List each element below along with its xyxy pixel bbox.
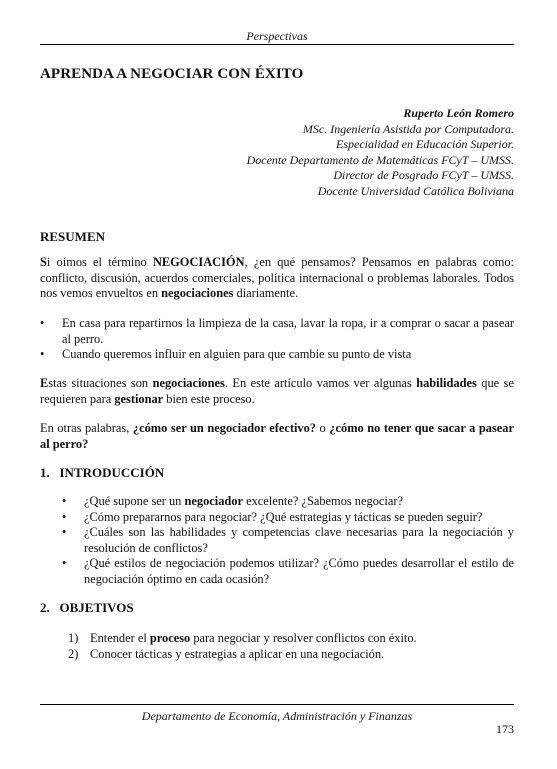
term-negociaciones: negociaciones [161,286,234,300]
question-item: • ¿Qué supone ser un negociador excelente? ¿Sabemos negociar? [62,494,514,510]
author-credential: Docente Departamento de Matemáticas FCyT – UMSS. [246,152,514,167]
term-negociacion: NEGOCIACIÓN [152,255,245,269]
resumen-intro-paragraph: Si oímos el término NEGOCIACIÓN, ¿en qué pensamos? Pensamos en palabras como: conflicto, discusión, acuerdos comerciales, política internacional o problemas laborales. Todos nos vemos envueltos en negociaciones diariamente. [40,255,515,300]
footer-department: Departamento de Economía, Administración y Finanzas [141,709,413,723]
author-credential: Docente Universidad Católica Boliviana [317,183,514,198]
author-credential: MSc. Ingeniería Asistida por Computadora. [302,121,514,136]
introduccion-heading: 1. INTRODUCCIÓN [40,465,165,480]
author-credential: Especialidad en Educación Superior. [336,137,514,151]
bullet-item: • En casa para repartirnos la limpieza de la casa, lavar la ropa, ir a comprar o sacar a pasear al perro. [40,316,514,347]
page-number: 173 [496,722,514,736]
footer-rule [40,704,514,705]
author-name: Ruperto León Romero [403,106,514,120]
objetivos-list [68,631,514,662]
header-rule [40,44,514,45]
objective-item: 1) Entender el proceso para negociar y resolver conflictos con éxito. [68,631,417,645]
objective-item: 2) Conocer tácticas y estrategias a aplicar en una negociación. [68,646,385,661]
article-title: APRENDA A NEGOCIAR CON ÉXITO [40,66,304,82]
section-number: 2. [40,600,50,615]
resumen-bullets [40,316,514,363]
objetivos-heading: 2. OBJETIVOS [40,600,134,615]
bullet-item: • Cuando queremos influir en alguien para que cambie su punto de vista [40,347,514,363]
question-item: • ¿Qué estilos de negociación podemos utilizar? ¿Cómo puedes desarrollar el estilo de negociación óptimo en cada ocasión? [62,556,514,587]
drop-letter: S [40,255,47,269]
author-credential: Director de Posgrado FCyT – UMSS. [333,168,514,182]
section-number: 1. [40,465,50,480]
question-item: • ¿Cómo prepararnos para negociar? ¿Qué estrategias y tácticas se pueden seguir? [62,510,514,526]
author-block [247,106,514,199]
situations-paragraph: Estas situaciones son negociaciones. En este artículo vamos ver algunas habilidades que se requieren para gestionar bien este proceso. [40,376,514,406]
introduccion-list [62,494,514,587]
resumen-heading: RESUMEN [40,229,106,244]
closing-paragraph: En otras palabras, ¿cómo ser un negociador efectivo? o ¿cómo no tener que sacar a pasear al perro? [40,421,515,451]
running-header: Perspectivas [246,29,308,43]
question-item: • ¿Cuáles son las habilidades y competencias clave necesarias para la negociación y resolución de conflictos? [62,525,514,556]
